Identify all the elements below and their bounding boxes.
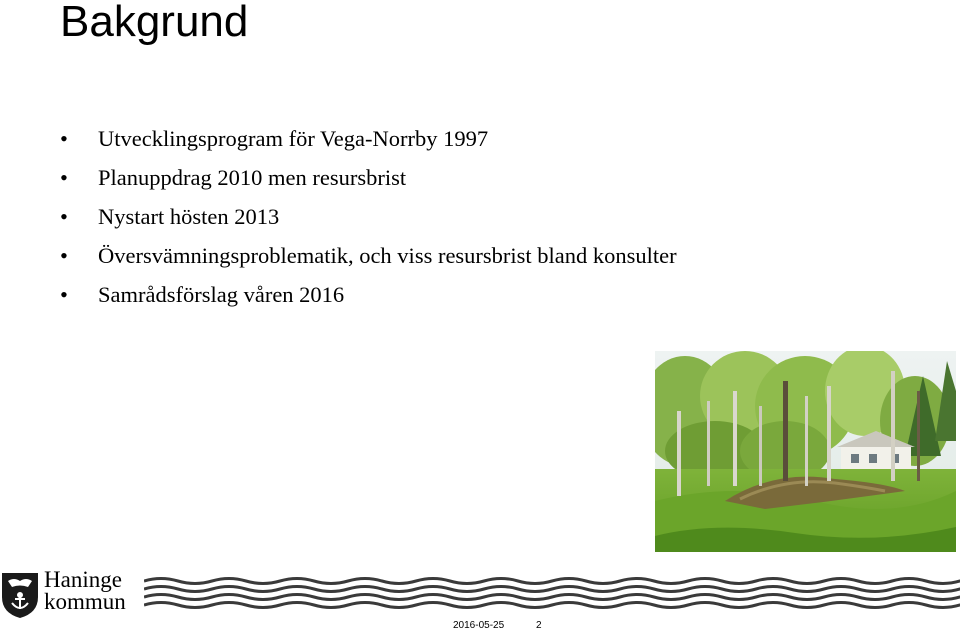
bullet-text: Översvämningsproblematik, och viss resursbrist bland konsulter [98,243,677,268]
bullet-text: Nystart hösten 2013 [98,204,280,229]
bullet-dot: • [60,243,68,268]
landscape-photo [655,351,956,552]
logo-line-1: Haninge [44,567,122,592]
bullet-dot: • [60,165,68,190]
page-number: 2 [536,620,542,631]
wave-stripes-decoration [144,576,960,612]
bullet-text: Utvecklingsprogram för Vega-Norrby 1997 [98,126,489,151]
slide-title: Bakgrund [60,0,249,46]
bullet-dot: • [60,204,68,229]
bullet-dot: • [60,282,68,307]
logo-line-2: kommun [44,589,126,614]
footer-date: 2016-05-25 [453,620,505,631]
haninge-coat-of-arms-icon [0,571,40,619]
bullet-text: Samrådsförslag våren 2016 [98,282,345,307]
logo-text [44,569,126,613]
bullet-text: Planuppdrag 2010 men resursbrist [98,165,407,190]
bullet-dot: • [60,126,68,151]
